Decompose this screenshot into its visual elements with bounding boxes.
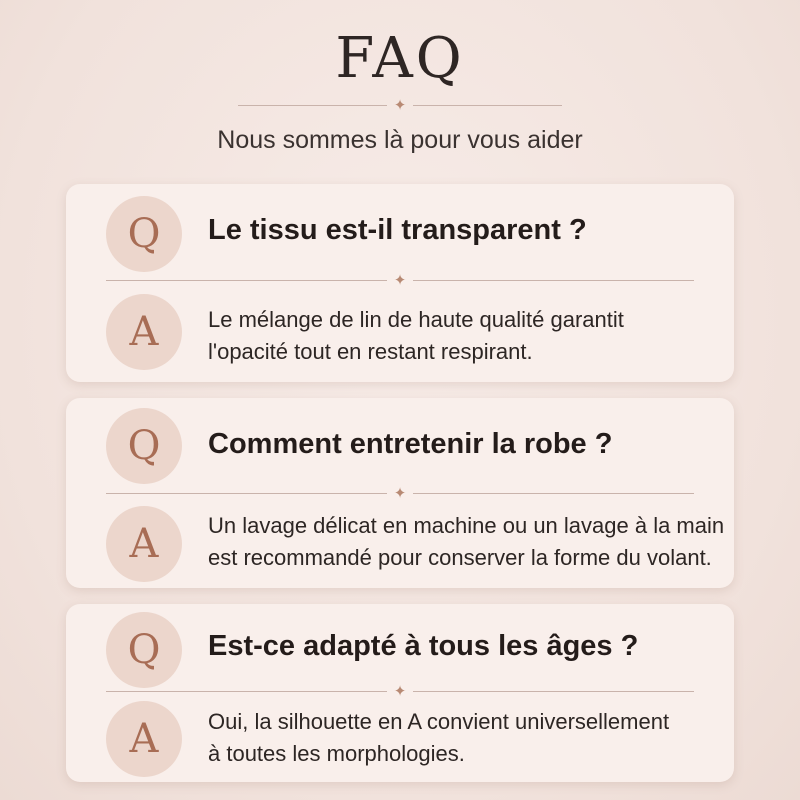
question-badge-icon: Q	[106, 612, 182, 688]
question-badge-icon: Q	[106, 196, 182, 272]
card-divider-3	[106, 683, 694, 699]
divider-line-right	[413, 691, 694, 692]
faq-answer-2	[208, 510, 728, 574]
faq-answer-3	[208, 706, 728, 770]
faq-answer-2-line-2: est recommandé pour conserver la forme du volant.	[208, 545, 712, 570]
faq-answer-3-line-2: à toutes les morphologies.	[208, 741, 465, 766]
divider-line-right	[413, 280, 694, 281]
question-badge-icon: Q	[106, 408, 182, 484]
faq-card-3	[66, 604, 734, 782]
faq-header	[0, 0, 800, 180]
faq-answer-1-line-2: l'opacité tout en restant respirant.	[208, 339, 533, 364]
faq-answer-3-line-1: Oui, la silhouette en A convient universellement	[208, 709, 670, 734]
answer-badge-icon: A	[106, 294, 182, 370]
divider-line-right	[413, 105, 562, 106]
divider-line-left	[106, 691, 387, 692]
page-title: FAQ	[335, 26, 465, 91]
divider-line-left	[238, 105, 387, 106]
faq-question-3: Est-ce adapté à tous les âges ?	[208, 630, 639, 662]
answer-badge-icon: A	[106, 701, 182, 777]
answer-badge-icon: A	[106, 506, 182, 582]
header-divider	[238, 97, 562, 113]
faq-answer-2-line-1: Un lavage délicat en machine ou un lavage à la main	[208, 513, 725, 538]
faq-card-2	[66, 398, 734, 588]
sparkle-icon: ✦	[393, 271, 407, 289]
faq-answer-1-line-1: Le mélange de lin de haute qualité garantit	[208, 307, 624, 332]
divider-line-left	[106, 280, 387, 281]
card-divider-2	[106, 485, 694, 501]
sparkle-icon: ✦	[393, 682, 407, 700]
faq-question-2: Comment entretenir la robe ?	[208, 428, 613, 460]
card-divider-1	[106, 272, 694, 288]
faq-card-1	[66, 184, 734, 382]
sparkle-icon: ✦	[393, 484, 407, 502]
divider-line-right	[413, 493, 694, 494]
sparkle-icon: ✦	[393, 96, 407, 114]
page-subtitle: Nous sommes là pour vous aider	[217, 126, 583, 154]
divider-line-left	[106, 493, 387, 494]
faq-answer-1	[208, 304, 728, 368]
faq-question-1: Le tissu est-il transparent ?	[208, 214, 587, 246]
